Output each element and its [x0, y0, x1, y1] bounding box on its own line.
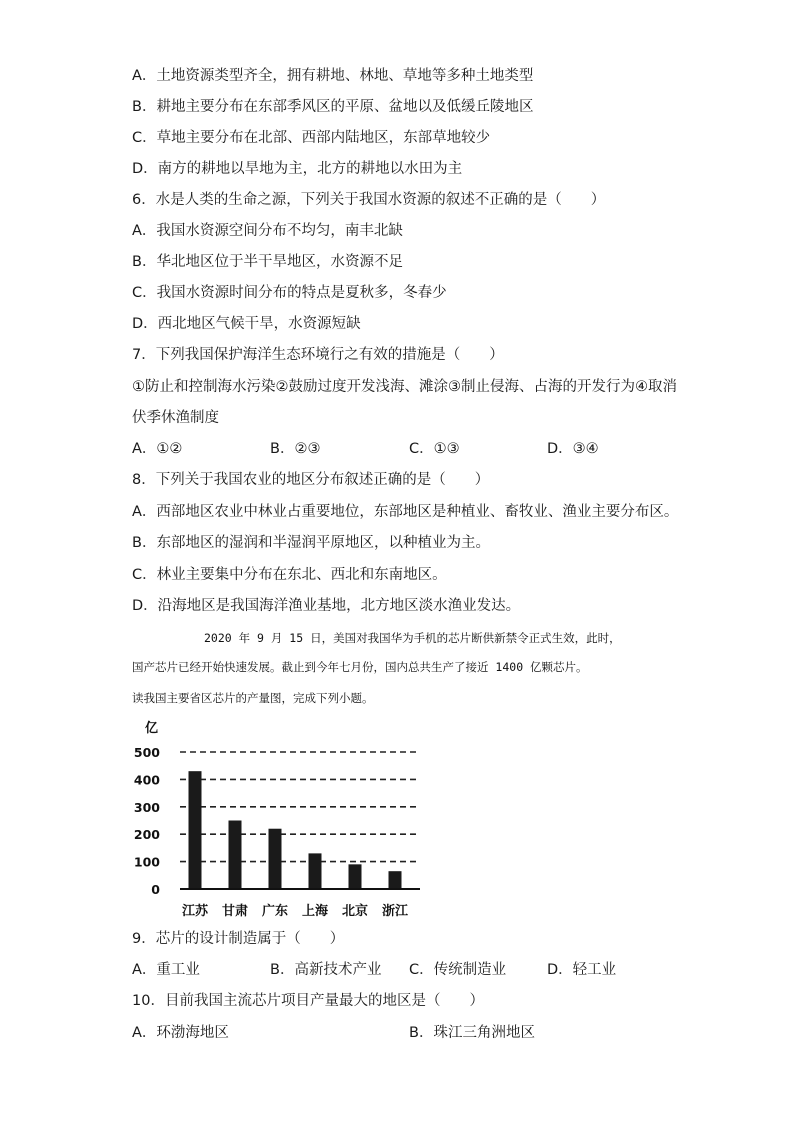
y-tick-label: 100: [133, 854, 160, 870]
bar-5: [349, 864, 362, 889]
q9-option-b: B．高新技术产业: [270, 962, 382, 978]
q9-option-d: D．轻工业: [547, 962, 617, 978]
passage-line3: 读我国主要省区芯片的产量图，完成下列小题。: [132, 691, 374, 705]
y-tick-label: 200: [133, 827, 160, 843]
q6-option-d: D．西北地区气候干旱，水资源短缺: [132, 316, 361, 332]
x-category-label: 上海: [301, 904, 329, 919]
y-axis-ticks: [134, 745, 160, 897]
q10-option-a: A．环渤海地区: [132, 1025, 229, 1041]
q5-option-c: C．草地主要分布在北部、西部内陆地区，东部草地较少: [132, 130, 491, 146]
q7-description-line2: 伏季休渔制度: [132, 410, 219, 426]
q8-stem: 8．下列关于我国农业的地区分布叙述正确的是（ ）: [132, 472, 490, 488]
q6-option-c: C．我国水资源时间分布的特点是夏秋多，冬春少: [132, 285, 447, 301]
q7-stem: 7．下列我国保护海洋生态环境行之有效的措施是（ ）: [132, 347, 504, 363]
q6-stem: 6．水是人类的生命之源，下列关于我国水资源的叙述不正确的是（ ）: [132, 192, 606, 208]
y-tick-label: 400: [133, 772, 160, 788]
q7-option-c: C．①③: [409, 441, 460, 457]
q10-option-b: B．珠江三角洲地区: [409, 1025, 535, 1041]
q7-description-line1: ①防止和控制海水污染②鼓励过度开发浅海、滩涂③制止侵海、占海的开发行为④取消: [132, 379, 677, 395]
q8-option-b: B．东部地区的湿润和半湿润平原地区，以种植业为主。: [132, 535, 490, 551]
passage-line2: 国产芯片已经开始快速发展。截止到今年七月份，国内总共生产了接近 1400 亿颗芯片。: [132, 660, 588, 674]
bar-1: [189, 771, 202, 889]
gridlines: [180, 752, 420, 862]
q7-option-b: B．②③: [270, 441, 321, 457]
q8-option-d: D．沿海地区是我国海洋渔业基地，北方地区淡水渔业发达。: [132, 598, 521, 614]
q6-option-a: A．我国水资源空间分布不均匀，南丰北缺: [132, 223, 403, 239]
x-category-label: 北京: [341, 904, 369, 919]
chip-output-bar-chart: [130, 712, 430, 928]
y-tick-label: 500: [133, 745, 160, 760]
q8-option-a: A．西部地区农业中林业占重要地位，东部地区是种植业、畜牧业、渔业主要分布区。: [132, 504, 679, 520]
x-category-label: 广东: [261, 904, 289, 919]
y-tick-label: 0: [151, 882, 160, 897]
bar-6: [389, 871, 402, 889]
q5-option-a: A．土地资源类型齐全，拥有耕地、林地、草地等多种土地类型: [132, 68, 534, 84]
y-axis-unit-label: 亿: [145, 721, 159, 736]
q9-option-c: C．传统制造业: [409, 962, 507, 978]
q7-option-a: A．①②: [132, 441, 183, 457]
bar-3: [269, 829, 282, 889]
x-category-label: 浙江: [381, 904, 409, 919]
q5-option-b: B．耕地主要分布在东部季风区的平原、盆地以及低缓丘陵地区: [132, 99, 534, 115]
x-category-label: 江苏: [181, 904, 209, 919]
q10-stem: 10．目前我国主流芯片项目产量最大的地区是（ ）: [132, 993, 484, 1009]
bars: [189, 771, 402, 889]
q5-option-d: D．南方的耕地以旱地为主，北方的耕地以水田为主: [132, 161, 463, 177]
q8-option-c: C．林业主要集中分布在东北、西北和东南地区。: [132, 567, 447, 583]
x-axis-categories: [181, 903, 409, 919]
y-tick-label: 300: [133, 799, 160, 815]
q9-option-a: A．重工业: [132, 962, 200, 978]
bar-2: [229, 821, 242, 890]
q9-stem: 9．芯片的设计制造属于（ ）: [132, 931, 345, 947]
q6-option-b: B．华北地区位于半干旱地区，水资源不足: [132, 254, 403, 270]
bar-4: [309, 853, 322, 889]
x-category-label: 甘肃: [221, 904, 249, 919]
passage-line1: 2020 年 9 月 15 日，美国对我国华为手机的芯片断供新禁令正式生效，此时，: [204, 631, 621, 645]
q7-option-d: D．③④: [547, 441, 599, 457]
